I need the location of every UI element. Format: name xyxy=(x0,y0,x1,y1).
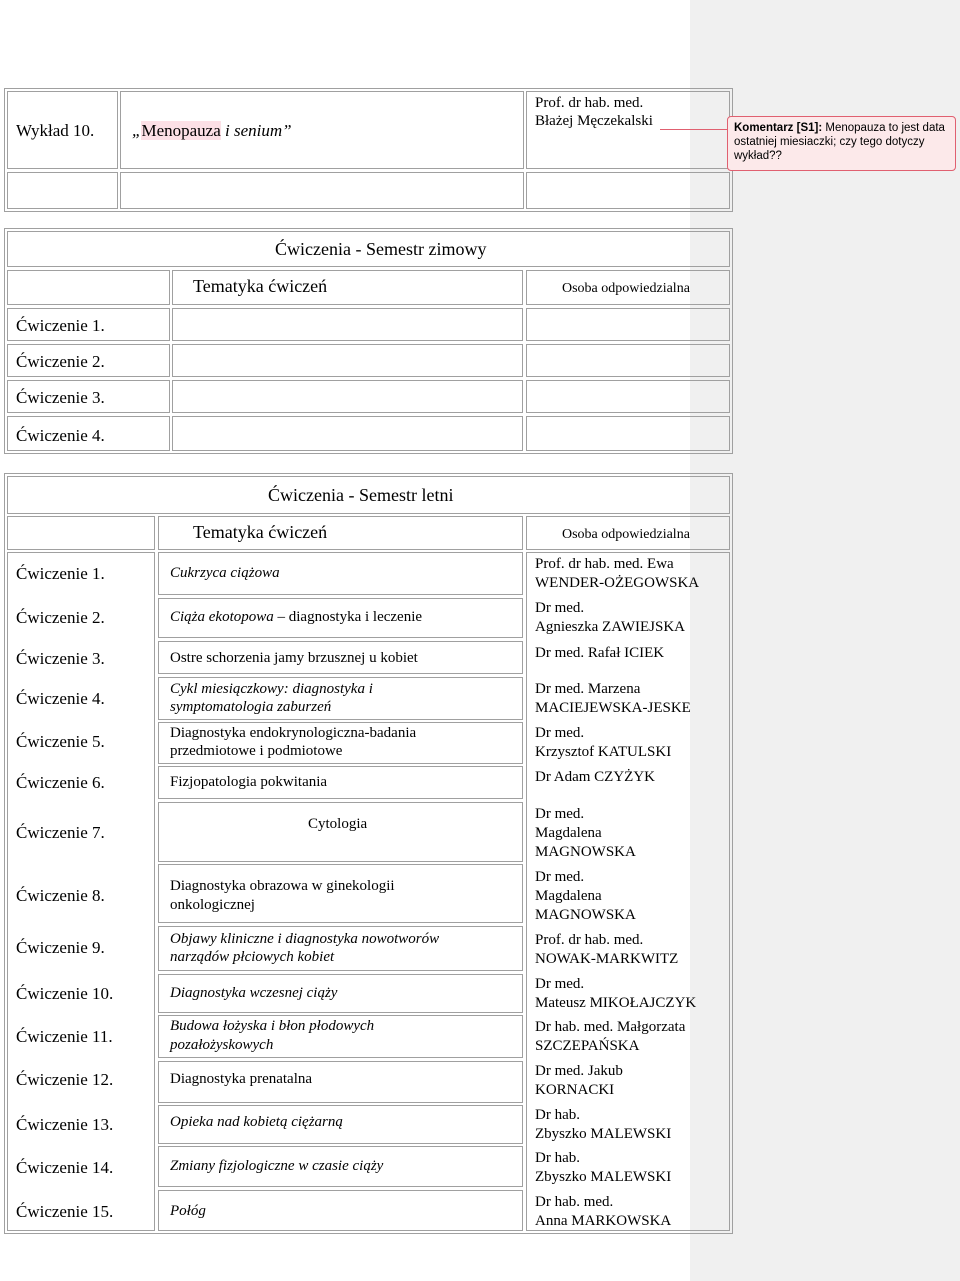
winter-header-left xyxy=(7,270,170,305)
summer-topic-line-2: onkologicznej xyxy=(170,897,255,913)
summer-person-line-1: Dr med. Marzena xyxy=(535,681,641,697)
summer-person-line-2: WENDER-OŻEGOWSKA xyxy=(535,575,700,591)
winter-row-label: Ćwiczenie 1. xyxy=(16,316,105,335)
lecturer-line-2: Błażej Męczekalski xyxy=(535,113,653,129)
summer-col-person: Osoba odpowiedzialna xyxy=(562,527,690,542)
summer-person-line-1: Dr med. Rafał ICIEK xyxy=(535,645,665,661)
highlighted-word: Menopauza xyxy=(141,121,221,140)
summer-person-line-1: Dr med. xyxy=(535,976,585,992)
summer-person-line-2: Magdalena xyxy=(535,888,602,904)
comment-text: Menopauza to jest data ostatniej miesiaczki; czy tego dotyczy wykład?? xyxy=(734,122,945,162)
summer-topic-line-1: Cykl miesiączkowy: diagnostyka i xyxy=(170,681,373,697)
summer-topic-line-1: Diagnostyka obrazowa w ginekologii xyxy=(170,878,395,894)
summer-person-line-1: Dr med. Jakub xyxy=(535,1063,623,1079)
summer-person-line-2: Krzysztof KATULSKI xyxy=(535,744,672,760)
summer-topic-line-1: Budowa łożyska i błon płodowych xyxy=(170,1018,375,1034)
summer-topic: Diagnostyka prenatalna xyxy=(170,1071,313,1087)
winter-row-1-person xyxy=(526,308,730,341)
winter-row-4-topic xyxy=(172,416,523,451)
summer-topic: Fizjopatologia pokwitania xyxy=(170,774,328,790)
summer-person-line-1: Dr Adam CZYŻYK xyxy=(535,769,655,785)
winter-row-4-person xyxy=(526,416,730,451)
summer-topic: Opieka nad kobietą ciężarną xyxy=(170,1114,343,1130)
summer-person-line-1: Dr med. xyxy=(535,725,585,741)
summer-row-label: Ćwiczenie 11. xyxy=(16,1027,113,1046)
summer-row-label: Ćwiczenie 14. xyxy=(16,1158,114,1177)
summer-topic: Diagnostyka wczesnej ciąży xyxy=(170,985,338,1001)
summer-person-line-2: Mateusz MIKOŁAJCZYK xyxy=(535,995,697,1011)
summer-row-label: Ćwiczenie 2. xyxy=(16,608,105,627)
summer-topic-line-2: pozałożyskowych xyxy=(170,1037,274,1053)
summer-person-line-1: Dr hab. med. xyxy=(535,1194,614,1210)
lecture-title: „Menopauza i senium” xyxy=(132,121,292,140)
summer-row-label: Ćwiczenie 10. xyxy=(16,984,114,1003)
summer-row-label: Ćwiczenie 9. xyxy=(16,938,105,957)
summer-topic: Cukrzyca ciążowa xyxy=(170,565,280,581)
summer-row-label: Ćwiczenie 8. xyxy=(16,886,105,905)
winter-col-topic: Tematyka ćwiczeń xyxy=(193,276,328,296)
summer-person-line-1: Dr hab. xyxy=(535,1107,580,1123)
winter-title: Ćwiczenia - Semestr zimowy xyxy=(275,239,487,259)
summer-person-line-1: Dr med. xyxy=(535,806,585,822)
winter-row-3-topic xyxy=(172,380,523,413)
summer-row-label: Ćwiczenie 5. xyxy=(16,732,105,751)
summer-person-line-1: Dr med. xyxy=(535,869,585,885)
comment-tag: Komentarz [S1]: xyxy=(734,122,823,134)
lecture-empty-cell-3 xyxy=(526,172,730,209)
summer-topic-line-2: narządów płciowych kobiet xyxy=(170,949,335,965)
summer-topic: Cytologia xyxy=(308,816,368,832)
winter-row-2-topic xyxy=(172,344,523,377)
summer-topic: Połóg xyxy=(170,1203,206,1219)
summer-topic: Ciąża ekotopowa – diagnostyka i leczenie xyxy=(170,609,423,625)
summer-topic-cell xyxy=(158,1190,523,1231)
summer-topic-line-2: symptomatologia zaburzeń xyxy=(170,699,332,715)
comment-balloon[interactable] xyxy=(727,116,956,171)
summer-topic: Zmiany fizjologiczne w czasie ciąży xyxy=(170,1158,384,1174)
summer-person-line-2: Zbyszko MALEWSKI xyxy=(535,1169,672,1185)
summer-topic-line-1: Objawy kliniczne i diagnostyka nowotworów xyxy=(170,931,440,947)
summer-person-line-2: Agnieszka ZAWIEJSKA xyxy=(535,619,686,635)
winter-row-label: Ćwiczenie 4. xyxy=(16,426,105,445)
summer-row-label: Ćwiczenie 4. xyxy=(16,689,105,708)
summer-person-line-2: MACIEJEWSKA-JESKE xyxy=(535,700,691,716)
winter-row-2-person xyxy=(526,344,730,377)
summer-person-line-2: Zbyszko MALEWSKI xyxy=(535,1126,672,1142)
summer-header-left xyxy=(7,516,155,550)
summer-person-line-2: NOWAK-MARKWITZ xyxy=(535,951,679,967)
summer-person-line-2: SZCZEPAŃSKA xyxy=(535,1038,640,1054)
summer-person-line-1: Prof. dr hab. med. xyxy=(535,932,644,948)
summer-person-line-1: Prof. dr hab. med. Ewa xyxy=(535,556,674,572)
winter-row-1-topic xyxy=(172,308,523,341)
summer-topic-line-1: Diagnostyka endokrynologiczna-badania xyxy=(170,725,417,741)
summer-col-topic: Tematyka ćwiczeń xyxy=(193,522,328,542)
summer-person-line-1: Dr hab. med. Małgorzata xyxy=(535,1019,686,1035)
summer-row-label: Ćwiczenie 7. xyxy=(16,823,105,842)
comment-connector xyxy=(660,129,727,130)
summer-person-line-1: Dr med. xyxy=(535,600,585,616)
summer-row-label: Ćwiczenie 6. xyxy=(16,773,105,792)
summer-person-line-3: MAGNOWSKA xyxy=(535,907,636,923)
summer-row-label: Ćwiczenie 13. xyxy=(16,1115,114,1134)
summer-row-label: Ćwiczenie 3. xyxy=(16,649,105,668)
summer-person-line-2: KORNACKI xyxy=(535,1082,615,1098)
summer-row-label: Ćwiczenie 1. xyxy=(16,564,105,583)
lecture-label: Wykład 10. xyxy=(16,121,95,140)
summer-person-line-2: Magdalena xyxy=(535,825,602,841)
summer-row-label: Ćwiczenie 15. xyxy=(16,1202,114,1221)
summer-person-line-3: MAGNOWSKA xyxy=(535,844,636,860)
lecture-empty-cell-2 xyxy=(120,172,524,209)
winter-row-label: Ćwiczenie 3. xyxy=(16,388,105,407)
summer-topic: Ostre schorzenia jamy brzusznej u kobiet xyxy=(170,650,418,666)
winter-col-person: Osoba odpowiedzialna xyxy=(562,281,690,296)
summer-person-line-1: Dr hab. xyxy=(535,1150,580,1166)
summer-person-line-2: Anna MARKOWSKA xyxy=(535,1213,672,1229)
summer-title: Ćwiczenia - Semestr letni xyxy=(268,485,454,505)
lecturer-line-1: Prof. dr hab. med. xyxy=(535,95,644,111)
winter-row-label: Ćwiczenie 2. xyxy=(16,352,105,371)
lecture-empty-cell-1 xyxy=(7,172,118,209)
summer-topic-line-2: przedmiotowe i podmiotowe xyxy=(170,743,343,759)
winter-row-3-person xyxy=(526,380,730,413)
summer-row-label: Ćwiczenie 12. xyxy=(16,1070,114,1089)
